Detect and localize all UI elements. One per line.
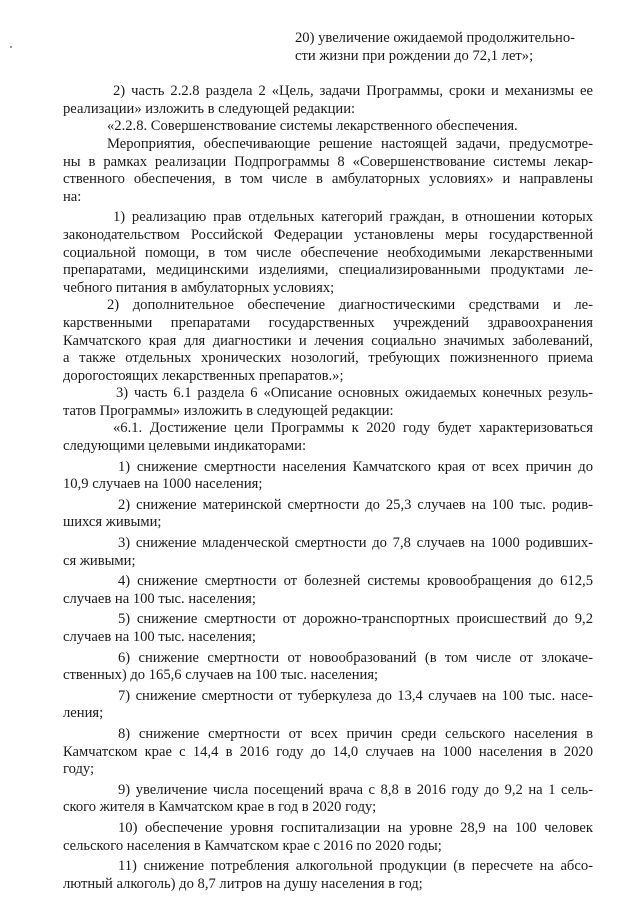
text-line: 2) снижение материнской смертности до 25,3 случаев на 100 тыс. родив- xyxy=(118,496,593,513)
text-line: на: xyxy=(63,188,82,205)
text-line: а также отдельных хронических нозологий, требующих пожизненного приема xyxy=(63,350,593,367)
text-line: дорогостоящих лекарственных препаратов.»; xyxy=(63,367,344,384)
text-line: татов Программы» изложить в следующей редакции: xyxy=(63,402,394,419)
text-line: 1) реализацию прав отдельных категорий граждан, в отношении которых xyxy=(113,209,593,226)
text-line: ского жителя в Камчатском крае в год в 2020 году; xyxy=(63,799,377,816)
text-line: Камчатском крае с 14,4 в 2016 году до 14,0 случаев на 1000 населения в 2020 xyxy=(63,743,593,760)
text-line: случаев на 100 тыс. населения; xyxy=(63,629,256,645)
text-line: Мероприятия, обеспечивающие решение настоящей задачи, предусмотре- xyxy=(107,135,593,152)
text-line: 2) часть 2.2.8 раздела 2 «Цель, задачи Программы, сроки и механизмы ее xyxy=(113,83,593,100)
text-line: 5) снижение смертности от дорожно-транспортных происшествий до 9,2 xyxy=(118,611,593,628)
text-line: «2.2.8. Совершенствование системы лекарственного обеспечения. xyxy=(107,118,518,135)
text-line: лютный алкоголь) до 8,7 литров на душу населения в год; xyxy=(63,875,423,892)
text-line: 3) часть 6.1 раздела 6 «Описание основных ожидаемых конечных резуль- xyxy=(116,385,593,402)
text-line: 10) обеспечение уровня госпитализации на уровне 28,9 на 100 человек xyxy=(118,819,593,836)
text-line: 2) дополнительное обеспечение диагностическими средствами и ле- xyxy=(107,297,593,314)
text-line: ся живыми; xyxy=(63,552,136,569)
document-body xyxy=(63,30,593,893)
text-line: 3) снижение младенческой смертности до 7,8 случаев на 1000 родивших- xyxy=(118,535,593,552)
text-line: 6) снижение смертности от новообразований (в том числе от злокаче- xyxy=(118,649,593,666)
text-line: «6.1. Достижение цели Программы к 2020 году будет характеризоваться xyxy=(113,420,593,437)
text-line: карственными препаратами государственных учреждений здравоохранения xyxy=(63,314,593,331)
text-line: законодательством Российской Федерации установлены меры государственной xyxy=(63,226,593,243)
text-line: сельского населения в Камчатском крае с 2016 по 2020 годы; xyxy=(63,837,442,854)
text-line: 8) снижение смертности от всех причин среди сельского населения в xyxy=(118,725,593,742)
text-line: 4) снижение смертности от болезней системы кровообращения до 612,5 xyxy=(118,573,593,590)
text-line: ны в рамках реализации Подпрограммы 8 «Совершенствование системы лекар- xyxy=(63,153,593,170)
text-line: 10,9 случаев на 1000 населения; xyxy=(63,476,263,493)
text-line: Камчатского края для диагностики и лечения социально значимых заболеваний, xyxy=(63,332,593,349)
text-line: 11) снижение потребления алкогольной продукции (в пересчете на абсо- xyxy=(118,858,593,875)
text-line: шихся живыми; xyxy=(63,514,162,531)
text-line: реализации» изложить в следующей редакции: xyxy=(63,100,356,117)
text-line: 20) увеличение ожидаемой продолжительно- xyxy=(295,30,575,46)
text-line: 1) снижение смертности населения Камчатского края от всех причин до xyxy=(118,458,593,475)
scan-dot xyxy=(10,46,12,48)
text-line: социальной помощи, в том числе обеспечение необходимыми лекарственными xyxy=(63,244,593,261)
text-line: препаратами, медицинскими изделиями, специализированными продуктами ле- xyxy=(63,262,593,279)
text-line: сти жизни при рождении до 72,1 лет»; xyxy=(295,47,534,64)
text-line: 7) снижение смертности от туберкулеза до 13,4 случаев на 100 тыс. насе- xyxy=(118,687,593,704)
text-line: году; xyxy=(63,761,95,778)
text-line: случаев на 100 тыс. населения; xyxy=(63,590,256,607)
text-line: чебного питания в амбулаторных условиях; xyxy=(63,279,335,296)
text-line: ственных) до 165,6 случаев на 100 тыс. населения; xyxy=(63,667,379,684)
text-line: ственного обеспечения, в том числе в амбулаторных условиях» и направлены xyxy=(63,171,593,188)
text-line: следующими целевыми индикаторами: xyxy=(63,438,307,455)
text-line: 9) увеличение числа посещений врача с 8,8 в 2016 году до 9,2 на 1 сель- xyxy=(118,781,593,798)
text-line: ления; xyxy=(63,705,104,722)
paragraph-gap xyxy=(63,65,593,83)
